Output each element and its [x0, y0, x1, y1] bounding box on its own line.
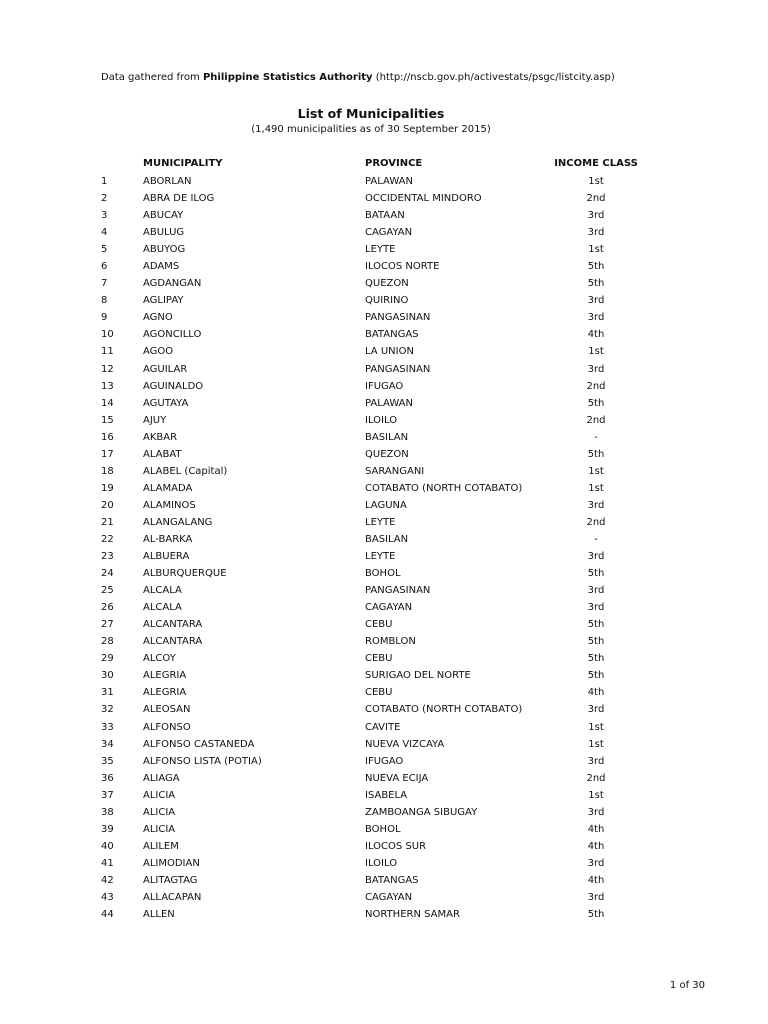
municipality-cell: ABUCAY — [143, 210, 184, 222]
table-row — [0, 721, 768, 738]
income-class-cell: 3rd — [587, 704, 605, 716]
row-number: 6 — [101, 261, 108, 273]
income-class-cell: 2nd — [586, 193, 606, 205]
municipality-cell: ABULUG — [143, 227, 185, 239]
municipality-cell: ALICIA — [143, 789, 176, 801]
province-cell: BATAAN — [365, 210, 405, 222]
province-cell: LEYTE — [365, 244, 396, 256]
row-number: 26 — [101, 602, 114, 614]
table-row — [0, 380, 768, 397]
income-class-cell: 5th — [587, 909, 605, 921]
column-header-municipality: MUNICIPALITY — [143, 158, 223, 169]
income-class-cell: 4th — [587, 329, 605, 341]
province-cell: LAGUNA — [365, 499, 407, 511]
row-number: 7 — [101, 278, 108, 290]
row-number: 31 — [101, 687, 114, 699]
page-title: List of Municipalities — [297, 106, 445, 121]
municipality-cell: ADAMS — [143, 261, 180, 273]
municipality-cell: ALABAT — [143, 448, 182, 460]
municipality-cell: ALAMADA — [143, 482, 193, 494]
table-row — [0, 448, 768, 465]
province-cell: COTABATO (NORTH COTABATO) — [365, 704, 523, 716]
income-class-cell: 3rd — [587, 806, 605, 818]
income-class-cell: 3rd — [587, 755, 605, 767]
row-number: 17 — [101, 448, 114, 460]
municipality-cell: AGUINALDO — [143, 380, 204, 392]
province-cell: PANGASINAN — [365, 585, 431, 597]
province-cell: BASILAN — [365, 533, 409, 545]
row-number: 19 — [101, 482, 114, 494]
income-class-cell: 1st — [588, 738, 604, 750]
table-row — [0, 755, 768, 772]
row-number: 18 — [101, 465, 114, 477]
municipality-cell: ALBURQUERQUE — [143, 568, 227, 580]
row-number: 24 — [101, 568, 114, 580]
table-row — [0, 806, 768, 823]
row-number: 4 — [101, 227, 108, 239]
income-class-cell: 4th — [587, 687, 605, 699]
municipality-cell: ALCALA — [143, 602, 182, 614]
province-cell: PANGASINAN — [365, 363, 431, 375]
province-cell: COTABATO (NORTH COTABATO) — [365, 482, 523, 494]
income-class-cell: 2nd — [586, 516, 606, 528]
income-class-cell: 3rd — [587, 312, 605, 324]
row-number: 20 — [101, 499, 114, 511]
table-row — [0, 857, 768, 874]
row-number: 27 — [101, 619, 114, 631]
income-class-cell: - — [594, 533, 598, 545]
row-number: 40 — [101, 840, 114, 852]
income-class-cell: 1st — [588, 244, 604, 256]
income-class-cell: 4th — [587, 840, 605, 852]
row-number: 22 — [101, 533, 114, 545]
table-row — [0, 772, 768, 789]
province-cell: LEYTE — [365, 551, 396, 563]
row-number: 44 — [101, 909, 114, 921]
table-row — [0, 226, 768, 243]
table-row — [0, 499, 768, 516]
table-row — [0, 397, 768, 414]
income-class-cell: 3rd — [587, 585, 605, 597]
province-cell: ROMBLON — [365, 636, 416, 648]
province-cell: NUEVA VIZCAYA — [365, 738, 445, 750]
income-class-cell: 5th — [587, 619, 605, 631]
row-number: 23 — [101, 551, 114, 563]
income-class-cell: 3rd — [587, 551, 605, 563]
table-row — [0, 584, 768, 601]
row-number: 14 — [101, 397, 114, 409]
municipality-cell: AGUILAR — [143, 363, 188, 375]
source-name: Philippine Statistics Authority — [202, 72, 373, 83]
table-row — [0, 789, 768, 806]
table-row — [0, 738, 768, 755]
province-cell: CAGAYAN — [365, 227, 413, 239]
municipality-cell: ALCALA — [143, 585, 182, 597]
municipality-cell: ALABEL (Capital) — [143, 465, 228, 477]
municipality-cell: AGOO — [143, 346, 174, 358]
income-class-cell: 2nd — [586, 414, 606, 426]
page-indicator: 1 of 30 — [669, 980, 705, 991]
province-cell: SURIGAO DEL NORTE — [365, 670, 471, 682]
income-class-cell: 1st — [588, 465, 604, 477]
province-cell: QUIRINO — [365, 295, 409, 307]
table-row — [0, 686, 768, 703]
table-row — [0, 550, 768, 567]
source-url: (http://nscb.gov.ph/activestats/psgc/listcity.asp) — [372, 72, 615, 83]
province-cell: BOHOL — [365, 568, 401, 580]
province-cell: ISABELA — [365, 789, 408, 801]
income-class-cell: 5th — [587, 636, 605, 648]
row-number: 41 — [101, 857, 114, 869]
income-class-cell: 1st — [588, 789, 604, 801]
table-row — [0, 516, 768, 533]
province-cell: IFUGAO — [365, 380, 404, 392]
row-number: 39 — [101, 823, 114, 835]
table-row — [0, 243, 768, 260]
table-row — [0, 345, 768, 362]
municipality-cell: ALILEM — [143, 840, 179, 852]
province-cell: CAVITE — [365, 721, 401, 733]
province-cell: OCCIDENTAL MINDORO — [365, 193, 482, 205]
income-class-cell: 4th — [587, 874, 605, 886]
table-row — [0, 175, 768, 192]
municipality-cell: ALAMINOS — [143, 499, 196, 511]
income-class-cell: 1st — [588, 346, 604, 358]
row-number: 15 — [101, 414, 114, 426]
table-row — [0, 891, 768, 908]
table-row — [0, 192, 768, 209]
municipality-cell: ALICIA — [143, 823, 176, 835]
table-row — [0, 294, 768, 311]
table-row — [0, 209, 768, 226]
income-class-cell: 3rd — [587, 210, 605, 222]
row-number: 43 — [101, 891, 114, 903]
income-class-cell: 2nd — [586, 380, 606, 392]
municipality-cell: ABRA DE ILOG — [143, 193, 215, 205]
municipality-cell: ALCANTARA — [143, 636, 203, 648]
province-cell: IFUGAO — [365, 755, 404, 767]
column-header-province: PROVINCE — [365, 158, 423, 169]
row-number: 42 — [101, 874, 114, 886]
province-cell: BASILAN — [365, 431, 409, 443]
municipality-table — [0, 175, 768, 925]
income-class-cell: 5th — [587, 278, 605, 290]
municipality-cell: ALEOSAN — [143, 704, 191, 716]
income-class-cell: 5th — [587, 568, 605, 580]
municipality-cell: ALCANTARA — [143, 619, 203, 631]
municipality-cell: ALLEN — [143, 909, 175, 921]
income-class-cell: 3rd — [587, 602, 605, 614]
province-cell: CAGAYAN — [365, 602, 413, 614]
column-header-income-class: INCOME CLASS — [554, 158, 638, 169]
province-cell: BOHOL — [365, 823, 401, 835]
province-cell: CEBU — [365, 619, 393, 631]
row-number: 33 — [101, 721, 114, 733]
income-class-cell: 5th — [587, 670, 605, 682]
municipality-cell: ALEGRIA — [143, 670, 187, 682]
table-row — [0, 703, 768, 720]
row-number: 10 — [101, 329, 114, 341]
municipality-cell: AGDANGAN — [143, 278, 202, 290]
municipality-cell: ALLACAPAN — [143, 891, 202, 903]
row-number: 11 — [101, 346, 114, 358]
row-number: 30 — [101, 670, 114, 682]
income-class-cell: 1st — [588, 721, 604, 733]
page-subtitle: (1,490 municipalities as of 30 September 2015) — [251, 124, 491, 135]
income-class-cell: 3rd — [587, 857, 605, 869]
table-row — [0, 277, 768, 294]
province-cell: ILOCOS SUR — [365, 840, 427, 852]
province-cell: BATANGAS — [365, 874, 419, 886]
table-row — [0, 414, 768, 431]
municipality-cell: ABUYOG — [143, 244, 186, 256]
row-number: 36 — [101, 772, 114, 784]
municipality-cell: ALBUERA — [143, 551, 190, 563]
province-cell: CEBU — [365, 653, 393, 665]
table-row — [0, 260, 768, 277]
row-number: 35 — [101, 755, 114, 767]
row-number: 5 — [101, 244, 108, 256]
province-cell: ZAMBOANGA SIBUGAY — [365, 806, 478, 818]
province-cell: ILOILO — [365, 414, 398, 426]
row-number: 1 — [101, 176, 108, 187]
income-class-cell: 2nd — [586, 772, 606, 784]
province-cell: PANGASINAN — [365, 312, 431, 324]
municipality-cell: AL-BARKA — [143, 533, 193, 545]
table-row — [0, 652, 768, 669]
income-class-cell: 1st — [588, 482, 604, 494]
table-row — [0, 840, 768, 857]
municipality-cell: ALITAGTAG — [143, 874, 198, 886]
table-row — [0, 363, 768, 380]
income-class-cell: 5th — [587, 653, 605, 665]
row-number: 37 — [101, 789, 114, 801]
province-cell: NUEVA ECIJA — [365, 772, 429, 784]
municipality-cell: AGLIPAY — [143, 295, 184, 307]
income-class-cell: 4th — [587, 823, 605, 835]
table-row — [0, 635, 768, 652]
municipality-cell: ALICIA — [143, 806, 176, 818]
table-header — [0, 158, 768, 172]
table-row — [0, 465, 768, 482]
source-prefix: Data gathered from — [101, 72, 203, 83]
province-cell: SARANGANI — [365, 465, 425, 477]
municipality-cell: AGUTAYA — [143, 397, 189, 409]
row-number: 34 — [101, 738, 114, 750]
row-number: 13 — [101, 380, 114, 392]
income-class-cell: 3rd — [587, 363, 605, 375]
table-row — [0, 311, 768, 328]
table-row — [0, 431, 768, 448]
table-row — [0, 618, 768, 635]
row-number: 28 — [101, 636, 114, 648]
row-number: 3 — [101, 210, 108, 222]
row-number: 21 — [101, 516, 114, 528]
province-cell: ILOCOS NORTE — [365, 261, 440, 273]
province-cell: ILOILO — [365, 857, 398, 869]
source-line — [101, 72, 615, 83]
municipality-cell: ALEGRIA — [143, 687, 187, 699]
row-number: 25 — [101, 585, 114, 597]
municipality-cell: ALFONSO CASTANEDA — [143, 738, 255, 750]
province-cell: NORTHERN SAMAR — [365, 909, 460, 921]
income-class-cell: 3rd — [587, 295, 605, 307]
province-cell: BATANGAS — [365, 329, 419, 341]
municipality-cell: ALIAGA — [143, 772, 180, 784]
table-row — [0, 823, 768, 840]
row-number: 12 — [101, 363, 114, 375]
income-class-cell: 5th — [587, 261, 605, 273]
municipality-cell: ABORLAN — [143, 176, 192, 187]
municipality-cell: ALFONSO LISTA (POTIA) — [143, 755, 262, 767]
municipality-cell: AKBAR — [143, 431, 178, 443]
income-class-cell: - — [594, 431, 598, 443]
income-class-cell: 5th — [587, 448, 605, 460]
income-class-cell: 3rd — [587, 891, 605, 903]
income-class-cell: 3rd — [587, 227, 605, 239]
income-class-cell: 1st — [588, 176, 604, 187]
table-row — [0, 482, 768, 499]
province-cell: CAGAYAN — [365, 891, 413, 903]
province-cell: CEBU — [365, 687, 393, 699]
table-row — [0, 908, 768, 925]
row-number: 32 — [101, 704, 114, 716]
row-number: 2 — [101, 193, 108, 205]
municipality-cell: ALANGALANG — [143, 516, 213, 528]
province-cell: QUEZON — [365, 448, 409, 460]
table-row — [0, 669, 768, 686]
municipality-cell: AGNO — [143, 312, 173, 324]
income-class-cell: 3rd — [587, 499, 605, 511]
province-cell: PALAWAN — [365, 397, 413, 409]
row-number: 16 — [101, 431, 114, 443]
province-cell: QUEZON — [365, 278, 409, 290]
row-number: 9 — [101, 312, 108, 324]
income-class-cell: 5th — [587, 397, 605, 409]
table-row — [0, 601, 768, 618]
province-cell: LA UNION — [365, 346, 414, 358]
row-number: 38 — [101, 806, 114, 818]
row-number: 8 — [101, 295, 108, 307]
table-row — [0, 533, 768, 550]
municipality-cell: ALIMODIAN — [143, 857, 200, 869]
municipality-cell: ALCOY — [143, 653, 176, 665]
province-cell: LEYTE — [365, 516, 396, 528]
municipality-cell: ALFONSO — [143, 721, 191, 733]
municipality-cell: AGONCILLO — [143, 329, 202, 341]
municipality-cell: AJUY — [143, 414, 167, 426]
row-number: 29 — [101, 653, 114, 665]
table-row — [0, 874, 768, 891]
table-row — [0, 567, 768, 584]
table-row — [0, 328, 768, 345]
province-cell: PALAWAN — [365, 176, 413, 187]
